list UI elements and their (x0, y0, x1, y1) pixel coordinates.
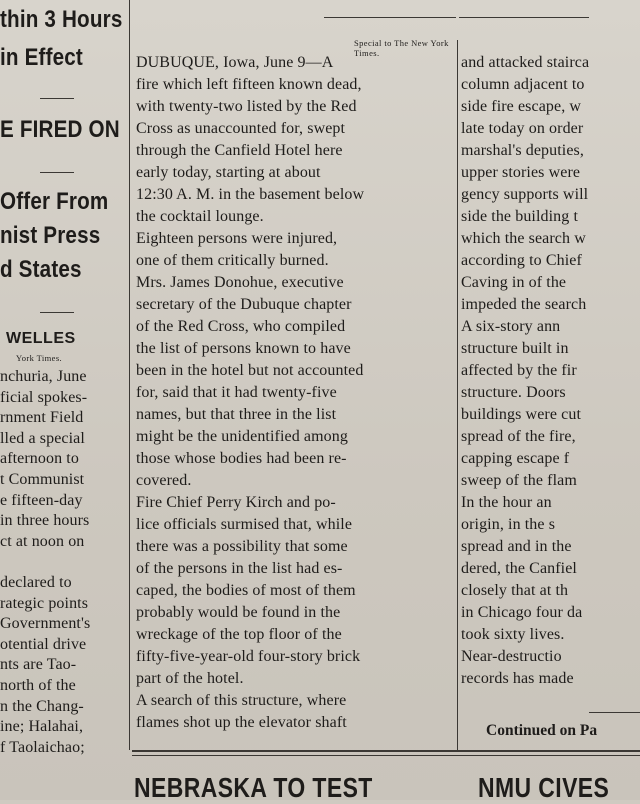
right-body-line: and attacked stairca (461, 54, 590, 71)
right-body-line: capping escape f (461, 450, 570, 467)
left-divider-1 (40, 98, 74, 99)
right-body-line: structure. Doors (461, 384, 566, 401)
left-body-line: ct at noon on (0, 532, 85, 550)
right-body-line: side the building t (461, 208, 579, 225)
right-body-line: column adjacent to (461, 76, 585, 93)
left-headline-line-1: thin 3 Hours (0, 6, 123, 33)
bottom-rule (132, 750, 640, 752)
center-top-rule (324, 17, 456, 18)
center-body-line: DUBUQUE, Iowa, June 9—A (136, 54, 334, 71)
right-body-line: records has made (461, 670, 574, 687)
right-body-line: took sixty lives. (461, 626, 565, 643)
column-rule-2 (457, 40, 458, 750)
center-body-line: A search of this structure, where (136, 692, 347, 709)
bottom-rule-thin (132, 755, 640, 756)
left-body-line: Government's (0, 615, 91, 633)
center-body-line: covered. (136, 472, 192, 489)
center-body-line: Eighteen persons were injured, (136, 230, 338, 247)
left-body-line: rnment Field (0, 409, 84, 427)
center-body-line: early today, starting at about (136, 164, 321, 181)
center-body-line: Mrs. James Donohue, executive (136, 274, 344, 291)
special-to-line: Special to The New York Times. (354, 38, 449, 58)
center-body-line: there was a possibility that some (136, 538, 348, 555)
center-body-line: with twenty-two listed by the Red (136, 98, 357, 115)
left-headline-line-2: in Effect (0, 44, 83, 71)
left-body-line: nchuria, June (0, 368, 87, 385)
center-body-line: probably would be found in the (136, 604, 341, 621)
center-body-line: lice officials surmised that, while (136, 516, 353, 533)
right-body-line: A six-story ann (461, 318, 561, 335)
right-body-line: upper stories were (461, 164, 581, 181)
left-divider-3 (40, 312, 74, 313)
center-body-line: of the persons in the list had es- (136, 560, 343, 577)
center-column (134, 0, 456, 756)
right-body-line: structure built in (461, 340, 569, 357)
right-continued-rule (589, 712, 640, 713)
right-body-line: dered, the Canfiel (461, 560, 577, 577)
right-body-line: according to Chief (461, 252, 582, 269)
left-body-line: lled a special (0, 429, 85, 447)
right-body-line: buildings were cut (461, 406, 581, 423)
right-body-line: In the hour an (461, 494, 552, 511)
center-body-line: been in the hotel but not accounted (136, 362, 364, 379)
left-body-line: ine; Halahai, (0, 718, 84, 736)
right-body-line: Caving in of the (461, 274, 567, 291)
right-body-line: closely that at th (461, 582, 569, 599)
right-body-line: affected by the fir (461, 362, 577, 379)
left-divider-2 (40, 172, 74, 173)
center-body-line: for, said that it had twenty-five (136, 384, 337, 401)
center-body-line: 12:30 A. M. in the basement below (136, 186, 365, 203)
center-body-line: of the Red Cross, who compiled (136, 318, 346, 335)
left-headline-line-6: d States (0, 256, 82, 283)
center-body-line: Fire Chief Perry Kirch and po- (136, 494, 336, 511)
continued-on-page: Continued on Pa (486, 722, 598, 739)
right-body-line: Near-destructio (461, 648, 562, 665)
center-body-line: the list of persons known to have (136, 340, 351, 357)
right-top-rule (459, 17, 589, 18)
right-body-line: marshal's deputies, (461, 142, 584, 159)
right-body-line: spread and in the (461, 538, 572, 555)
center-body-line: one of them critically burned. (136, 252, 329, 269)
left-byline: WELLES (6, 330, 76, 347)
left-body-line: rategic points (0, 594, 89, 612)
left-body-line: f Taolaichao; (0, 738, 85, 756)
right-body-line: which the search w (461, 230, 586, 247)
right-column (459, 0, 640, 745)
right-body-line: impeded the search (461, 296, 587, 313)
left-headline-line-4: Offer From (0, 188, 109, 215)
center-body-line: secretary of the Dubuque chapter (136, 296, 352, 313)
column-rule-1 (129, 0, 130, 750)
right-body-line: side fire escape, w (461, 98, 582, 115)
left-body-line: north of the (0, 677, 76, 694)
left-body-line: ficial spokes- (0, 388, 88, 406)
left-body-line: n the Chang- (0, 697, 84, 715)
left-column (0, 0, 126, 800)
bottom-headline-right: NMU CIVES (478, 772, 610, 803)
left-byline-source: York Times. (16, 353, 63, 363)
left-body-line: nts are Tao- (0, 656, 77, 674)
center-body-line: Cross as unaccounted for, swept (136, 120, 346, 137)
center-body-line: part of the hotel. (136, 670, 244, 687)
left-headline-line-5: nist Press (0, 222, 101, 249)
right-body-line: spread of the fire, (461, 428, 576, 445)
right-body-line: origin, in the s (461, 516, 556, 533)
center-body-line: through the Canfield Hotel here (136, 142, 343, 159)
center-body-line: fire which left fifteen known dead, (136, 76, 362, 93)
right-body-line: late today on order (461, 120, 584, 137)
right-body-line: sweep of the flam (461, 472, 577, 489)
right-body-line: in Chicago four da (461, 604, 583, 621)
right-body-line: gency supports will (461, 186, 589, 203)
center-body-line: flames shot up the elevator shaft (136, 714, 347, 731)
center-body-line: caped, the bodies of most of them (136, 582, 356, 599)
left-headline-line-3: E FIRED ON (0, 116, 120, 143)
bottom-headline-center: NEBRASKA TO TEST (134, 772, 373, 803)
left-body-line: afternoon to (0, 450, 79, 468)
center-body-line: wreckage of the top floor of the (136, 626, 342, 643)
left-body-line: otential drive (0, 635, 87, 653)
center-body-line: those whose bodies had been re- (136, 450, 347, 467)
left-body-line: e fifteen-day (0, 491, 83, 509)
left-body-line: t Communist (0, 471, 85, 488)
left-body-line: in three hours (0, 512, 90, 530)
center-body-line: the cocktail lounge. (136, 208, 264, 225)
center-body-line: fifty-five-year-old four-story brick (136, 648, 361, 665)
left-body-line: declared to (0, 574, 72, 591)
center-body-line: might be the unidentified among (136, 428, 348, 445)
center-body-line: names, but that three in the list (136, 406, 337, 423)
